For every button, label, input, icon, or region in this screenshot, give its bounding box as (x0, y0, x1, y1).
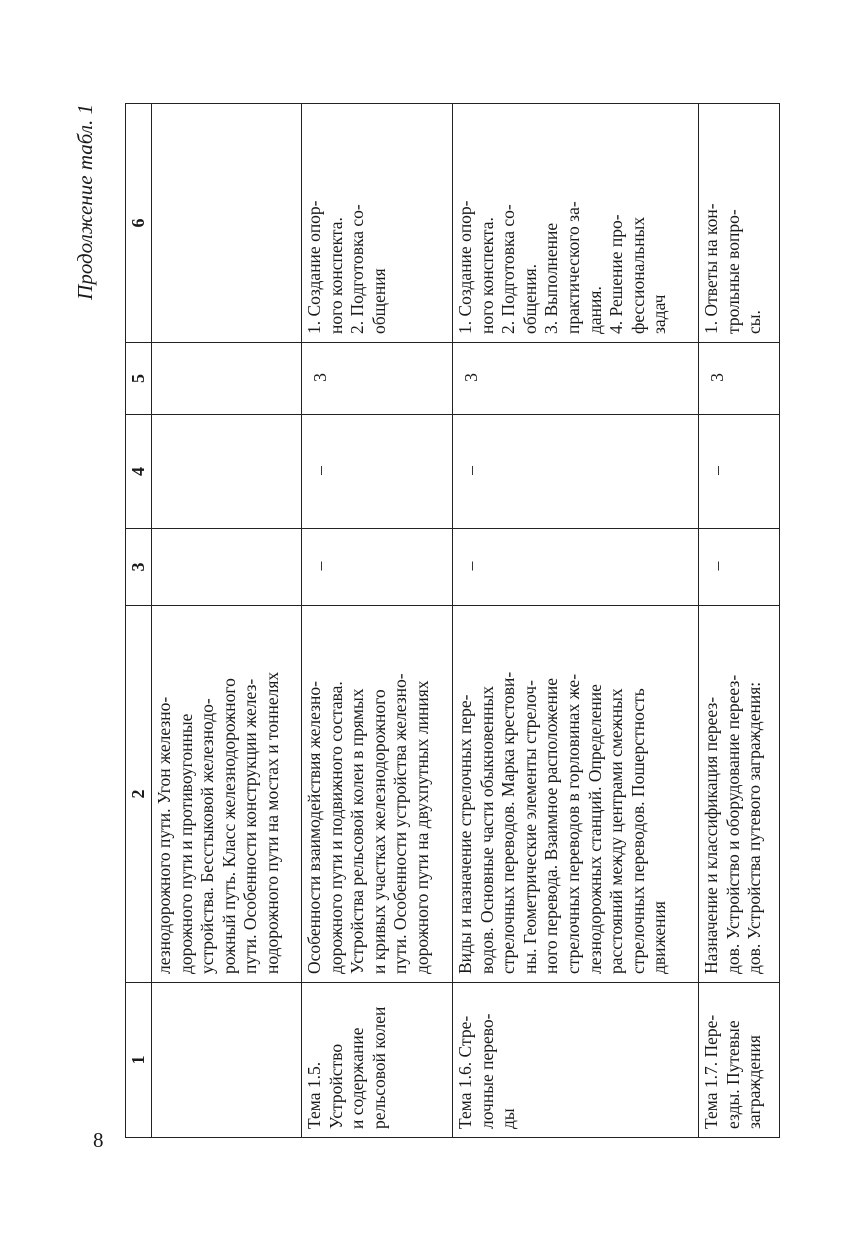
header-col-6: 6 (126, 104, 152, 343)
content-cell (302, 606, 453, 983)
content-cell-line: водов. Основные части обыкновенных (476, 685, 497, 974)
table-header-row (126, 104, 152, 1138)
page-number: 8 (93, 1128, 104, 1152)
topic-cell (302, 983, 453, 1138)
tasks-cell-line: 1. Ответы на кон- (701, 203, 721, 334)
content-cell (152, 606, 302, 983)
content-cell-line: нодорожного пути на мостах и тоннелях (261, 671, 282, 974)
header-col-3: 3 (126, 529, 152, 606)
tasks-cell (302, 104, 453, 343)
tasks-cell-line: фессиональных (627, 216, 648, 334)
content-cell (699, 606, 780, 983)
table-row (699, 104, 780, 1138)
table-row (152, 104, 302, 1138)
col3-cell: – (302, 529, 453, 606)
col4-cell: – (699, 415, 780, 529)
header-col-4: 4 (126, 415, 152, 529)
topic-cell-line: лочные перево- (476, 1013, 497, 1129)
content-cell-line: ного перевода. Взаимное расположение (541, 677, 562, 974)
topic-cell-line: заграждения (744, 1035, 765, 1129)
col3-cell (152, 529, 302, 606)
rotated-page-content (73, 104, 765, 1138)
topic-cell-line: рельсовой колеи (368, 1006, 389, 1129)
content-cell-line: рожный путь. Класс железнодорожного (218, 678, 239, 974)
tasks-cell-line: задач (649, 294, 670, 334)
header-col-5: 5 (126, 343, 152, 415)
col4-cell: – (453, 415, 699, 529)
topic-cell (453, 983, 699, 1138)
tasks-cell (453, 104, 699, 343)
tasks-cell-line: 3. Выполнение (541, 222, 562, 334)
topic-cell (152, 983, 302, 1138)
topic-cell-line: Тема 1.6. Стре- (455, 1015, 475, 1129)
content-cell-line: пути. Особенности устройства железно- (390, 673, 411, 974)
topic-cell-line: ды (498, 1108, 519, 1129)
tasks-cell (699, 104, 780, 343)
content-cell-line: дорожного пути на двухпутных линиях (411, 680, 432, 974)
tasks-cell-line: ного конспекта. (325, 217, 346, 334)
tasks-cell-line: 1. Создание опор- (455, 200, 475, 334)
topic-cell-line: езды. Путевые (722, 1020, 743, 1129)
topic-cell-line: Тема 1.5. (304, 1061, 324, 1129)
content-cell-line: дов. Устройство и оборудование переез- (722, 674, 743, 974)
content-cell-line: расстояний между центрами смежных (606, 688, 627, 974)
content-cell-line: Виды и назначение стрелочных пере- (455, 694, 475, 974)
tasks-cell-line: 2. Подготовка со- (498, 204, 519, 334)
hours-cell (152, 343, 302, 415)
table-row (302, 104, 453, 1138)
content-cell-line: ны. Геометрические элементы стрелоч- (519, 680, 540, 974)
col4-cell: – (302, 415, 453, 529)
tasks-cell-line: 1. Создание опор- (304, 200, 324, 334)
content-cell-line: Особенности взаимодействия железно- (304, 681, 324, 974)
content-cell-line: и кривых участках железнодорожного (368, 689, 389, 974)
content-cell-line: стрелочных переводов. Пошерстность (627, 688, 648, 974)
content-cell-line: движения (649, 901, 670, 974)
tasks-cell-line: практического за- (562, 201, 583, 334)
content-cell-line: стрелочных переводов в горловинах же- (562, 673, 583, 974)
content-cell-line: пути. Особенности конструкции желез- (240, 678, 261, 974)
col3-cell: – (453, 529, 699, 606)
tasks-cell-line: дания. (584, 286, 605, 334)
content-cell-line: Устройства рельсовой колеи в прямых (347, 688, 368, 974)
table-continuation-caption: Продолжение табл. 1 (73, 104, 97, 300)
topic-cell (699, 983, 780, 1138)
tasks-cell-line: 4. Решение про- (606, 214, 627, 334)
topic-cell-line: Тема 1.7. Пере- (701, 1014, 721, 1129)
tasks-cell (152, 104, 302, 343)
topic-cell-line: и содержание (347, 1027, 368, 1129)
tasks-cell-line: ного конспекта. (476, 217, 497, 334)
header-col-2: 2 (126, 606, 152, 983)
hours-cell: 3 (302, 343, 453, 415)
hours-cell: 3 (699, 343, 780, 415)
content-cell-line: стрелочных переводов. Марка крестови- (498, 671, 519, 974)
content-cell-line: лезнодорожного пути. Угон железно- (154, 696, 174, 974)
topic-cell-line: Устройство (325, 1043, 346, 1129)
content-cell (453, 606, 699, 983)
hours-cell: 3 (453, 343, 699, 415)
content-cell-line: дорожного пути и противоугонные (175, 713, 196, 974)
tasks-cell-line: сы. (744, 310, 765, 334)
header-col-1: 1 (126, 983, 152, 1138)
col4-cell (152, 415, 302, 529)
content-cell-line: дорожного пути и подвижного состава. (325, 681, 346, 974)
tasks-cell-line: 2. Подготовка со- (347, 204, 368, 334)
curriculum-table (125, 103, 780, 1138)
content-cell-line: Назначение и классификация переез- (701, 696, 721, 974)
table-row (453, 104, 699, 1138)
content-cell-line: лезнодорожных станций. Определение (584, 684, 605, 974)
col3-cell: – (699, 529, 780, 606)
tasks-cell-line: общения. (519, 263, 540, 334)
tasks-cell-line: трольные вопро- (722, 209, 743, 334)
tasks-cell-line: общения (368, 268, 389, 334)
content-cell-line: устройства. Бесстыковой железнодо- (197, 698, 218, 974)
content-cell-line: дов. Устройства путевого заграждения: (744, 681, 765, 974)
